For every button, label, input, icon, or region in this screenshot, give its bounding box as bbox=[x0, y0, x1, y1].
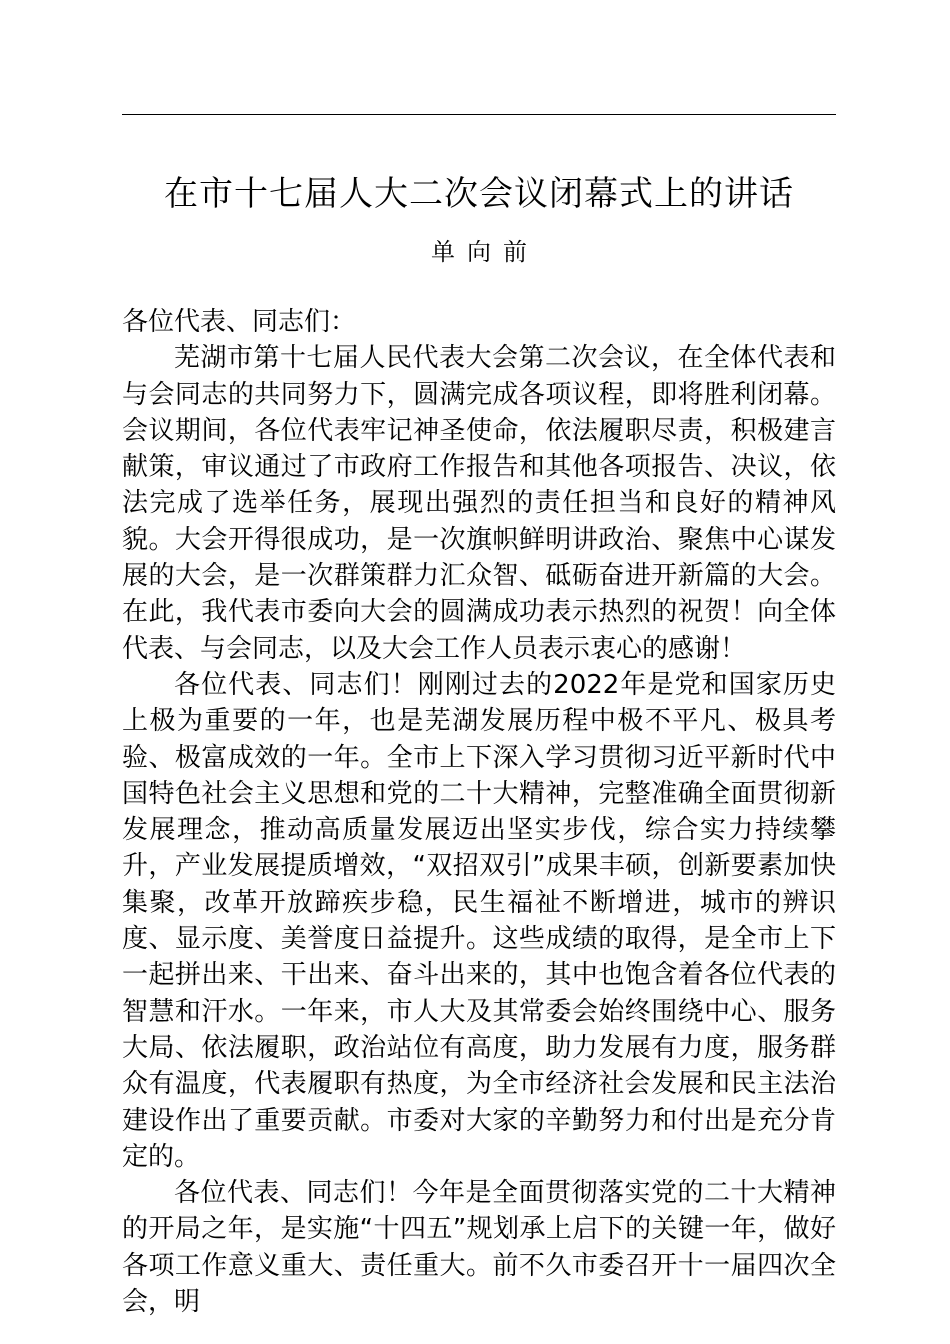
document-title: 在市十七届人大二次会议闭幕式上的讲话 bbox=[164, 174, 794, 214]
paragraph-1: 芜湖市第十七届人民代表大会第二次会议，在全体代表和与会同志的共同努力下，圆满完成各项议程，即将胜利闭幕。会议期间，各位代表牢记神圣使命，依法履职尽责，积极建言献策，审议通过了市政府工作报告和其他各项报告、决议，依法完成了选举任务，展现出强烈的责任担当和良好的精神风貌。大会开得很成功，是一次旗帜鲜明讲政治、聚焦中心谋发展的大会，是一次群策群力汇众智、砥砺奋进开新篇的大会。在此，我代表市委向大会的圆满成功表示热烈的祝贺！向全体代表、与会同志，以及大会工作人员表示衷心的感谢！ bbox=[122, 343, 836, 664]
salutation: 各位代表、同志们： bbox=[122, 307, 357, 337]
paragraph-2: 各位代表、同志们！刚刚过去的2022年是党和国家历史上极为重要的一年，也是芜湖发展历程中极不平凡、极具考验、极富成效的一年。全市上下深入学习贯彻习近平新时代中国特色社会主义思想和党的二十大精神，完整准确全面贯彻新发展理念，推动高质量发展迈出坚实步伐，综合实力持续攀升，产业发展提质增效，“双招双引”成果丰硕，创新要素加快集聚，改革开放蹄疾步稳，民生福祉不断增进，城市的辨识度、显示度、美誉度日益提升。这些成绩的取得，是全市上下一起拼出来、干出来、奋斗出来的，其中也饱含着各位代表的智慧和汗水。一年来，市人大及其常委会始终围绕中心、服务大局、依法履职，政治站位有高度，助力发展有力度，服务群众有温度，代表履职有热度，为全市经济社会发展和民主法治建设作出了重要贡献。市委对大家的辛勤努力和付出是充分肯定的。 bbox=[122, 669, 836, 1172]
author-name: 单向前 bbox=[431, 238, 539, 266]
paragraph-3: 各位代表、同志们！今年是全面贯彻落实党的二十大精神的开局之年，是实施“十四五”规划承上启下的关键一年，做好各项工作意义重大、责任重大。前不久市委召开十一届四次全会，明 bbox=[122, 1178, 836, 1318]
header-rule bbox=[122, 114, 836, 115]
document-body bbox=[122, 304, 836, 1320]
